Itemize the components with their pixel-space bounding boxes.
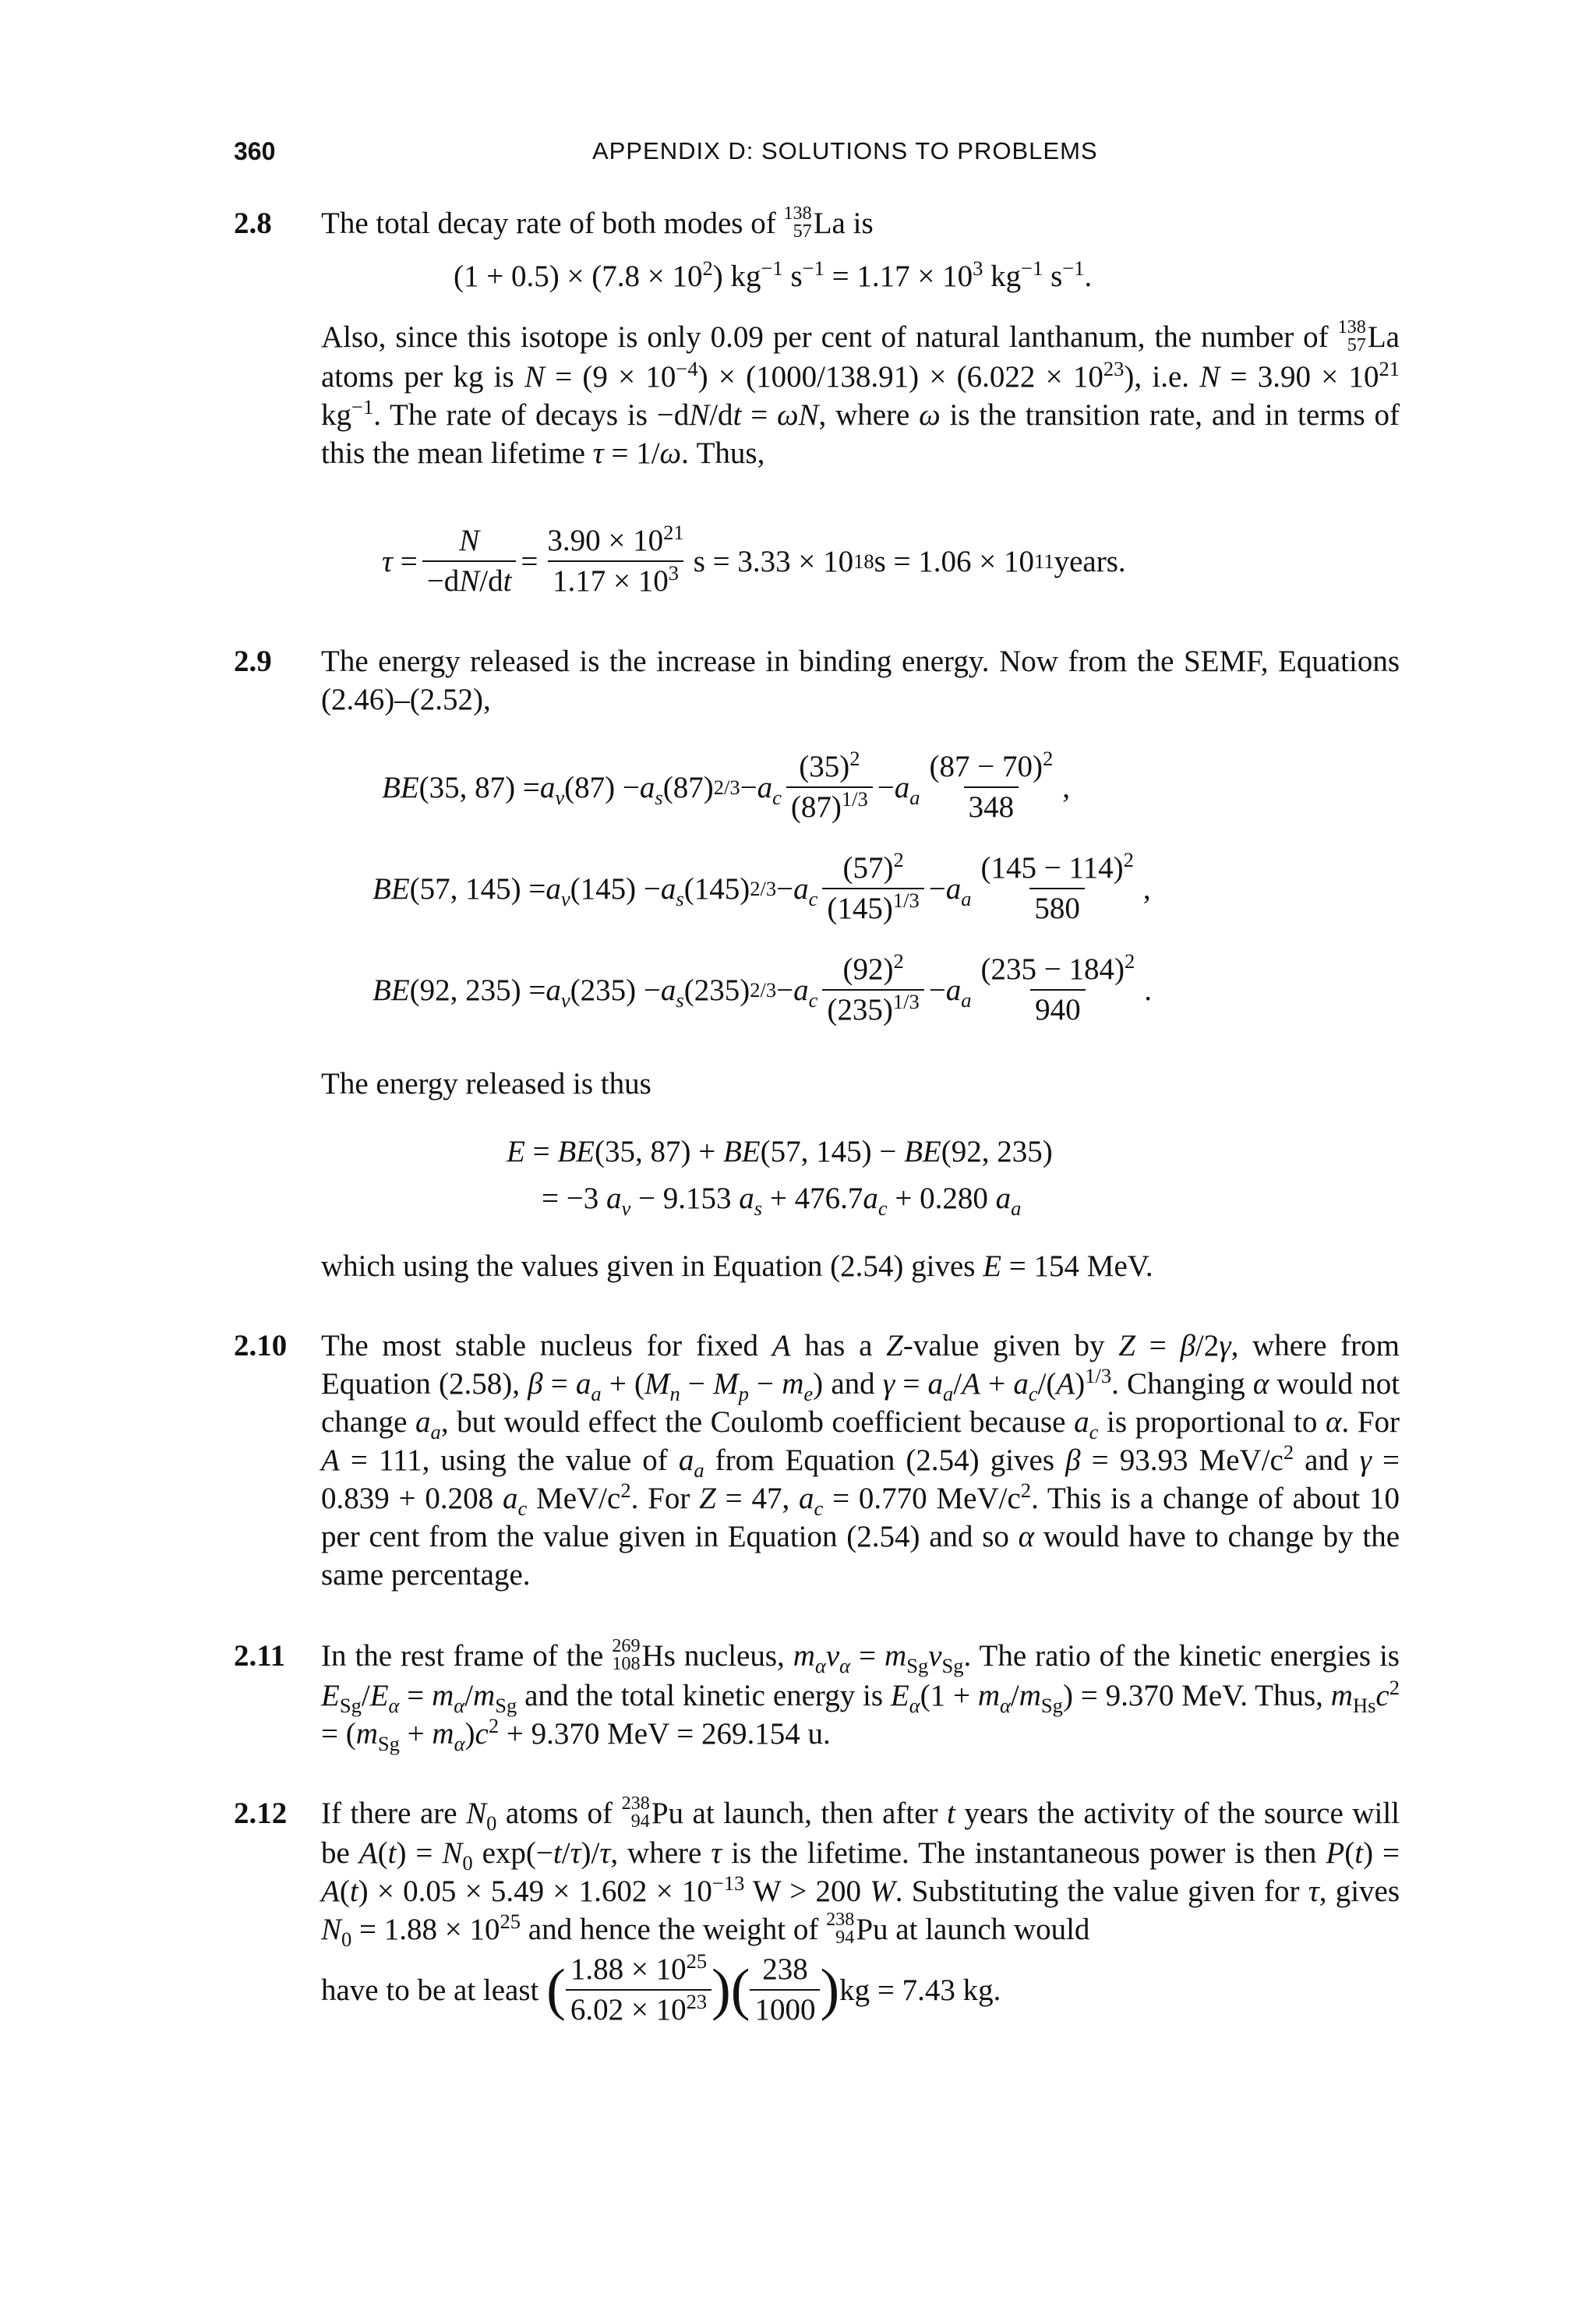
problem-number: 2.8 <box>234 207 272 240</box>
equation-be-35-87: BE (35, 87) = $a_v$ (87) − $a_s$ (87) 2/3 − $a_c$ $(35)^2$ $(87)^{1/3}$ − $a_a$ $(87 - 70)^2$ 348 , <box>382 740 1070 834</box>
running-title: APPENDIX D: SOLUTIONS TO PROBLEMS <box>592 137 1098 164</box>
problem-2-9-cont: The energy released is thus <box>321 1067 651 1101</box>
problem-2-11 <box>234 1637 1401 1761</box>
problem-text: In the rest frame of the 269 108 Hs nucleus, $m_\alpha v_\alpha = m_{Sg}v_{Sg}$. The ratio of the kinetic energies is $E_{Sg}/E_\alpha = m_\alpha/m_{Sg}$ and the total kinetic energy is $E_\alpha(1 + m_\alpha/m_{Sg}) = 9.370$ MeV. Thus, $m_{Hs}c^2 = (m_{Sg} + m_\alpha)c^2 + 9.370$ MeV = 269.154 u. <box>321 1635 1400 1755</box>
problem-2-9 <box>234 642 1401 720</box>
problem-number: 2.10 <box>234 1329 288 1362</box>
equation-be-57-145: BE (57, 145) = $a_v$ (145) − $a_s$ (145) 2/3 − $a_c$ $(57)^2$ $(145)^{1/3}$ − $a_a$ $(145 - 114)^2$ 580 , <box>373 842 1151 935</box>
problem-number: 2.9 <box>234 645 272 678</box>
page-number: 360 <box>234 137 276 165</box>
problem-2-10 <box>234 1327 1401 1607</box>
problem-number: 2.11 <box>234 1639 286 1673</box>
problem-text: The most stable nucleus for fixed A has a Z-value given by Z = β/2γ, where from Equation (2.58), $\beta = a_a + (M_n - M_p - m_e)$ and $\gamma = a_a/A + a_c/(A)^{1/3}$. Changing α would not change $a_a$, but would effect the Coulomb coefficient because $a_c$ is proportional to α. For A = 111, using the value of $a_a$ from Equation (2.54) gives β = 93.93 MeV/$c^2$ and γ = 0.839 + 0.208 $a_c$ MeV/$c^2$. For Z = 47, $a_c = 0.770$ MeV/$c^2$. This is a change of about 10 per cent from the value given in Equation (2.54) and so α would have to change by the same percentage. <box>321 1329 1400 1592</box>
problem-2-8 <box>234 204 1401 485</box>
problem-text: The total decay rate of both modes of 138 57 La is $(1 + 0.5) \times (7.8 \times 10^2)$ $kg^{-1}$ $s^{-1} = 1.17 \times 10^3$ $kg^{-1}$ $s^{-1}$. Also, since this isotope is only 0.09 per cent of natural lanthanum, the number of 138 57 La atoms per kg is $N = (9 \times 10^{-4}) \times (1000/138.91) \times (6.022 \times 10^{23})$, i.e. $N = 3.90 \times 10^{21}$ $kg^{-1}$. The rate of decays is −dN/dt = ωN, where ω is the transition rate, and in terms of this the mean lifetime τ = 1/ω. Thus, <box>321 203 1400 471</box>
problem-2-12 <box>234 1794 1401 2028</box>
problem-text: If there are $N_0$ atoms of 238 94 Pu at launch, then after t years the activity of the source will be $A(t) = N_0$ exp(−t/τ)/τ, where τ is the lifetime. The instantaneous power is then $P(t) = A(t) \times 0.05 \times 5.49 \times 1.602 \times 10^{-13}$ W > 200 W. Substituting the value given for τ, gives $N_0 = 1.88 \times 10^{25}$ and hence the weight of 238 94 Pu at launch would have to be at least ( $1.88 \times 10^{25}$ $6.02 \times 10^{23}$ ) ( 238 1000 ) kg = 7.43 kg. <box>321 1794 1400 1950</box>
equation-energy-2: = −3 $a_v - 9.153$ $a_s + 476.7a_c + 0.280$ $a_a$ <box>542 1182 1022 1220</box>
problem-2-9-result: which using the values given in Equation (2.54) gives E = 154 MeV. <box>321 1249 1153 1283</box>
equation-be-92-235: BE (92, 235) = $a_v$ (235) − $a_s$ (235) 2/3 − $a_c$ $(92)^2$ $(235)^{1/3}$ − $a_a$ $(235 - 184)^2$ 940 . <box>373 943 1152 1037</box>
equation-energy-1: E = BE(35, 87) + BE(57, 145) − BE(92, 235) <box>507 1135 1053 1168</box>
problem-number: 2.12 <box>234 1797 288 1830</box>
running-header <box>234 137 1401 176</box>
problem-text: The energy released is the increase in binding energy. Now from the SEMF, Equations (2.46)–(2.52), <box>321 645 1400 716</box>
equation-lifetime: τ = N −dN/dt = $3.90 \times 10^{21}$ $1.17 \times 10^3$ s = 3.33 × 10 18 s = 1.06 × 10 11 years. <box>382 514 1126 608</box>
